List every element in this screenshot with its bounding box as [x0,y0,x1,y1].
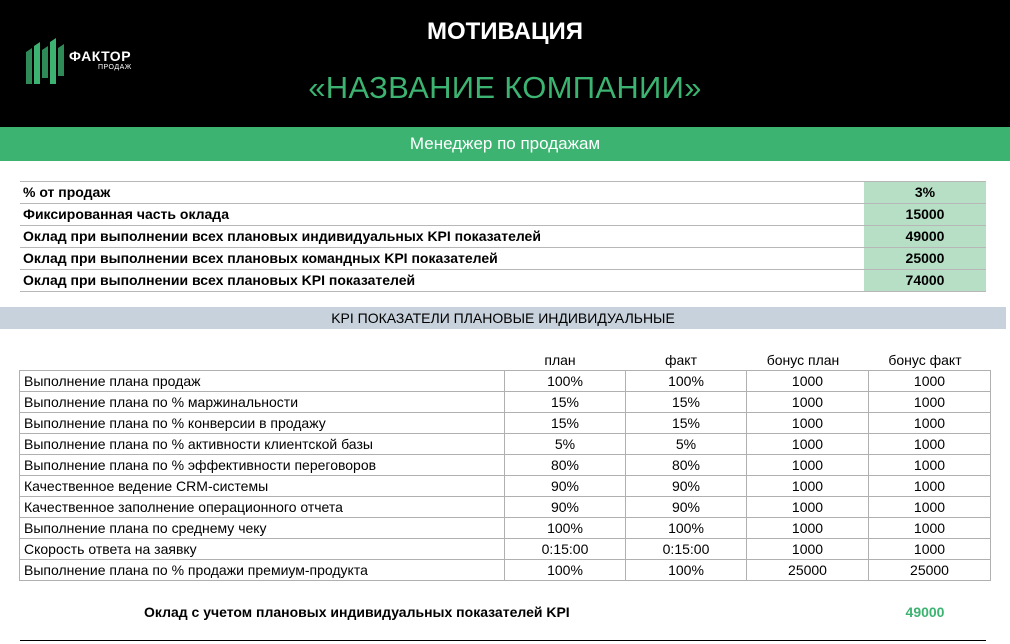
table-row [20,518,991,539]
kpi-name-cell: Скорость ответа на заявку [20,539,505,560]
kpi-value-cell: 25000 [747,560,869,581]
kpi-value-cell: 0:15:00 [505,539,626,560]
company-name: «НАЗВАНИЕ КОМПАНИИ» [308,70,702,105]
summary-value: 3% [864,182,986,203]
kpi-value-cell: 1000 [869,434,991,455]
kpi-value-cell: 25000 [869,560,991,581]
role-title: Менеджер по продажам [0,127,1010,161]
kpi-name-cell: Выполнение плана по % продажи премиум-продукта [20,560,505,581]
kpi-value-cell: 15% [505,392,626,413]
kpi-value-cell: 100% [626,371,747,392]
summary-row [20,204,986,226]
kpi-value-cell: 100% [505,371,626,392]
total-label: Оклад с учетом плановых индивидуальных показателей KPI [144,604,570,620]
kpi-value-cell: 1000 [747,476,869,497]
kpi-section-title: KPI ПОКАЗАТЕЛИ ПЛАНОВЫЕ ИНДИВИДУАЛЬНЫЕ [0,307,1006,329]
kpi-value-cell: 80% [626,455,747,476]
kpi-name-cell: Выполнение плана по % конверсии в продажу [20,413,505,434]
kpi-value-cell: 15% [505,413,626,434]
kpi-value-cell: 1000 [747,539,869,560]
kpi-name-cell: Выполнение плана по % эффективности переговоров [20,455,505,476]
kpi-value-cell: 100% [626,560,747,581]
divider [20,640,986,641]
table-row [20,434,991,455]
kpi-table [19,370,991,581]
kpi-value-cell: 1000 [747,434,869,455]
summary-label: % от продаж [23,184,111,200]
table-row [20,476,991,497]
page-title: МОТИВАЦИЯ [426,18,584,45]
table-row [20,539,991,560]
column-header-bonus-fact: бонус факт [888,352,962,368]
kpi-name-cell: Выполнение плана продаж [20,371,505,392]
summary-row [20,181,986,204]
summary-label: Оклад при выполнении всех плановых индивидуальных KPI показателей [23,228,541,244]
column-header-plan: план [544,352,576,368]
summary-value: 15000 [864,204,986,225]
kpi-name-cell: Качественное заполнение операционного отчета [20,497,505,518]
summary-row [20,226,986,248]
kpi-value-cell: 0:15:00 [626,539,747,560]
column-header-bonus-plan: бонус план [766,352,840,368]
kpi-value-cell: 1000 [747,497,869,518]
kpi-name-cell: Выполнение плана по % активности клиентской базы [20,434,505,455]
total-value: 49000 [905,604,945,620]
table-row [20,560,991,581]
table-row [20,392,991,413]
kpi-value-cell: 90% [505,476,626,497]
kpi-value-cell: 80% [505,455,626,476]
summary-label: Оклад при выполнении всех плановых командных KPI показателей [23,250,498,266]
summary-row [20,270,986,292]
kpi-value-cell: 1000 [747,392,869,413]
summary-label: Оклад при выполнении всех плановых KPI показателей [23,272,416,288]
summary-value: 74000 [864,270,986,291]
kpi-value-cell: 100% [505,560,626,581]
kpi-value-cell: 100% [505,518,626,539]
logo-sub-text: ПРОДАЖ [98,64,132,71]
kpi-name-cell: Выполнение плана по % маржинальности [20,392,505,413]
kpi-name-cell: Выполнение плана по среднему чеку [20,518,505,539]
kpi-value-cell: 1000 [747,455,869,476]
kpi-value-cell: 1000 [869,539,991,560]
table-row [20,371,991,392]
summary-value: 25000 [864,248,986,269]
kpi-value-cell: 5% [505,434,626,455]
kpi-value-cell: 100% [626,518,747,539]
kpi-value-cell: 90% [626,497,747,518]
kpi-value-cell: 1000 [869,392,991,413]
summary-label: Фиксированная часть оклада [23,206,229,222]
kpi-value-cell: 1000 [869,413,991,434]
kpi-value-cell: 1000 [869,455,991,476]
logo-brand-text: ФАКТОР [69,48,132,64]
salary-summary [20,181,986,292]
kpi-value-cell: 90% [505,497,626,518]
kpi-value-cell: 1000 [869,371,991,392]
column-header-fact: факт [665,352,697,368]
summary-row [20,248,986,270]
header [0,0,1010,127]
kpi-value-cell: 1000 [869,476,991,497]
table-row [20,413,991,434]
kpi-value-cell: 1000 [747,371,869,392]
table-row [20,455,991,476]
kpi-value-cell: 1000 [747,413,869,434]
kpi-name-cell: Качественное ведение CRM-системы [20,476,505,497]
kpi-value-cell: 5% [626,434,747,455]
kpi-value-cell: 1000 [747,518,869,539]
kpi-value-cell: 15% [626,392,747,413]
kpi-value-cell: 15% [626,413,747,434]
table-row [20,497,991,518]
kpi-value-cell: 90% [626,476,747,497]
kpi-value-cell: 1000 [869,497,991,518]
summary-value: 49000 [864,226,986,247]
kpi-value-cell: 1000 [869,518,991,539]
